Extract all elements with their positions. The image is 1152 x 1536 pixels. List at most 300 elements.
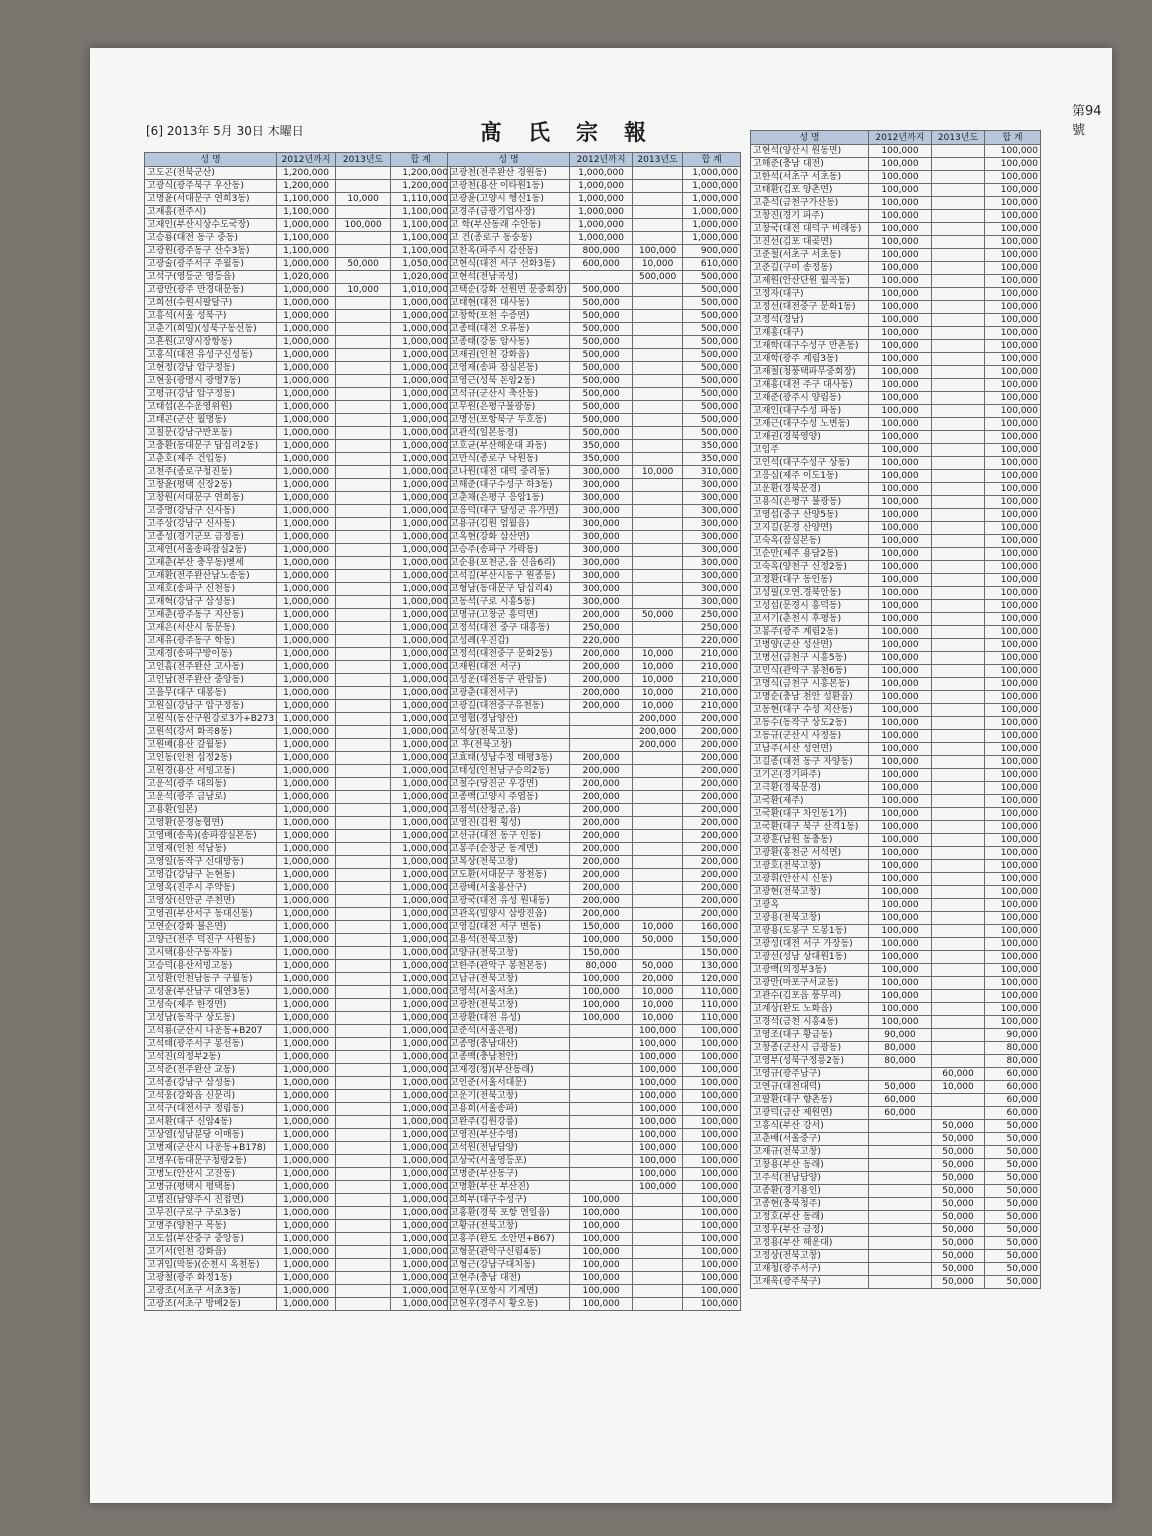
donor-name-cell: 고현우(포항시 기계면): [448, 1285, 570, 1298]
donor-name-cell: 고종백(고양시 주엽동): [448, 791, 570, 804]
amount-2012-cell: 1,000,000: [277, 1038, 336, 1051]
table-row: [145, 804, 451, 817]
amount-2013-cell: [336, 1181, 391, 1194]
donor-name-cell: 고국환(제주): [751, 795, 869, 808]
amount-2012-cell: 50,000: [869, 1081, 932, 1094]
donor-name-cell: 고영섭(중구 산양5동): [751, 509, 869, 522]
amount-2012-cell: [570, 1090, 633, 1103]
total-cell: 100,000: [985, 353, 1041, 366]
amount-2013-cell: [932, 457, 985, 470]
amount-2012-cell: 1,000,000: [277, 1142, 336, 1155]
amount-2012-cell: 100,000: [869, 860, 932, 873]
donor-name-cell: 고승주(송파구 가락동): [448, 544, 570, 557]
table-row: [448, 1181, 741, 1194]
amount-2012-cell: 100,000: [869, 561, 932, 574]
amount-2012-cell: 100,000: [869, 509, 932, 522]
donor-name-cell: 고영협(경남양산): [448, 713, 570, 726]
amount-2013-cell: [932, 249, 985, 262]
donor-name-cell: 고영진(부산수영): [448, 1129, 570, 1142]
table-row: [145, 1142, 451, 1155]
donor-name-cell: 고태환(김포 양촌면): [751, 184, 869, 197]
newspaper-title: 髙氏宗報: [480, 120, 673, 146]
table-row: [751, 899, 1041, 912]
donor-name-cell: 고재경(청)(부산동래): [448, 1064, 570, 1077]
donor-name-cell: 고 학(부산동래 수안동): [448, 219, 570, 232]
amount-2013-cell: [633, 492, 683, 505]
total-cell: 100,000: [985, 847, 1041, 860]
amount-2013-cell: 50,000: [336, 258, 391, 271]
donor-name-cell: 고성숙(제주 한경면): [145, 999, 277, 1012]
donor-name-cell: 고광술(광주서구 주월동): [145, 258, 277, 271]
total-cell: 300,000: [683, 596, 741, 609]
total-cell: 100,000: [985, 197, 1041, 210]
amount-2013-cell: [932, 379, 985, 392]
total-cell: 1,000,000: [683, 219, 741, 232]
amount-2013-cell: [336, 570, 391, 583]
donor-name-cell: 고준철(서초구 서초동): [751, 249, 869, 262]
amount-2012-cell: 100,000: [869, 834, 932, 847]
amount-2013-cell: 10,000: [633, 258, 683, 271]
amount-2013-cell: [336, 297, 391, 310]
donor-name-cell: 고준길(구미 송정동): [751, 262, 869, 275]
total-cell: 200,000: [683, 856, 741, 869]
amount-2012-cell: 100,000: [869, 613, 932, 626]
total-cell: 100,000: [683, 1116, 741, 1129]
amount-2013-cell: [633, 167, 683, 180]
amount-2012-cell: 500,000: [570, 349, 633, 362]
table-row: [448, 648, 741, 661]
table-row: [751, 665, 1041, 678]
amount-2013-cell: [932, 990, 985, 1003]
amount-2013-cell: [633, 297, 683, 310]
donor-name-cell: 고점석(산청군,읍): [448, 804, 570, 817]
total-cell: 150,000: [683, 934, 741, 947]
amount-2013-cell: [336, 466, 391, 479]
table-row: [145, 1298, 451, 1311]
amount-2012-cell: 100,000: [869, 1016, 932, 1029]
total-cell: 1,000,000: [391, 1103, 451, 1116]
table-row: [448, 882, 741, 895]
total-cell: 100,000: [985, 340, 1041, 353]
donor-name-cell: 고병규(평택시 평택동): [145, 1181, 277, 1194]
total-cell: 150,000: [683, 947, 741, 960]
donor-name-cell: 고명윤(서대문구 연희3동): [145, 193, 277, 206]
donor-name-cell: 고동석(구로 시흥5동): [448, 596, 570, 609]
amount-2012-cell: 1,000,000: [277, 1168, 336, 1181]
amount-2012-cell: 1,000,000: [277, 1155, 336, 1168]
table-row: [145, 466, 451, 479]
amount-2012-cell: 1,000,000: [277, 557, 336, 570]
total-cell: 1,000,000: [391, 1207, 451, 1220]
total-cell: 100,000: [985, 223, 1041, 236]
table-row: [448, 674, 741, 687]
donor-name-cell: 고정상(전북고창): [751, 1250, 869, 1263]
donor-name-cell: 고영길(대전 서구 변동): [448, 921, 570, 934]
header-2013: 2013년도: [932, 131, 985, 145]
table-row: [448, 1051, 741, 1064]
table-row: [751, 171, 1041, 184]
table-row: [448, 1064, 741, 1077]
amount-2013-cell: 100,000: [633, 1077, 683, 1090]
amount-2013-cell: [932, 587, 985, 600]
table-row: [448, 557, 741, 570]
total-cell: 500,000: [683, 427, 741, 440]
total-cell: 100,000: [985, 262, 1041, 275]
total-cell: 100,000: [683, 1155, 741, 1168]
amount-2012-cell: 1,000,000: [277, 700, 336, 713]
amount-2012-cell: [869, 1146, 932, 1159]
amount-2013-cell: 100,000: [633, 1142, 683, 1155]
amount-2013-cell: [633, 414, 683, 427]
total-cell: 100,000: [985, 509, 1041, 522]
issue-number: 第94號: [1072, 104, 1102, 138]
amount-2013-cell: [336, 531, 391, 544]
table-row: [751, 613, 1041, 626]
total-cell: 100,000: [985, 1003, 1041, 1016]
amount-2013-cell: [932, 509, 985, 522]
table-row: [751, 392, 1041, 405]
amount-2012-cell: 100,000: [869, 340, 932, 353]
amount-2013-cell: [633, 583, 683, 596]
total-cell: 900,000: [683, 245, 741, 258]
donor-name-cell: 고인석(대구수성구 상동): [751, 457, 869, 470]
table-row: [448, 804, 741, 817]
total-cell: 1,000,000: [391, 362, 451, 375]
amount-2013-cell: [336, 518, 391, 531]
total-cell: 1,000,000: [391, 323, 451, 336]
total-cell: 100,000: [985, 743, 1041, 756]
amount-2012-cell: 1,000,000: [277, 1090, 336, 1103]
donor-name-cell: 고광윤(고양시 행신1동): [448, 193, 570, 206]
donor-name-cell: 고희선(수원시팔달구): [145, 297, 277, 310]
donor-name-cell: 고민식(관악구 봉천6동): [751, 665, 869, 678]
amount-2013-cell: [336, 1168, 391, 1181]
total-cell: 500,000: [683, 336, 741, 349]
amount-2013-cell: 20,000: [633, 973, 683, 986]
table-row: [751, 1081, 1041, 1094]
total-cell: 1,000,000: [391, 505, 451, 518]
amount-2012-cell: 350,000: [570, 440, 633, 453]
total-cell: 1,000,000: [391, 1298, 451, 1311]
amount-2012-cell: 100,000: [869, 600, 932, 613]
amount-2013-cell: 100,000: [633, 1064, 683, 1077]
table-row: [751, 1055, 1041, 1068]
table-row: [751, 275, 1041, 288]
donor-name-cell: 고재권(경북영양): [751, 431, 869, 444]
total-cell: 1,010,000: [391, 284, 451, 297]
amount-2013-cell: [336, 310, 391, 323]
donor-name-cell: 고재환(전주완산남노송동): [145, 570, 277, 583]
amount-2012-cell: 100,000: [869, 392, 932, 405]
total-cell: 1,000,000: [391, 1077, 451, 1090]
total-cell: 50,000: [985, 1120, 1041, 1133]
donor-name-cell: 고춘기(희밀)(성북구동선동): [145, 323, 277, 336]
amount-2012-cell: 1,000,000: [277, 791, 336, 804]
amount-2013-cell: [336, 453, 391, 466]
donor-name-cell: 고광선(성남 상대원1동): [751, 951, 869, 964]
amount-2012-cell: 100,000: [869, 587, 932, 600]
amount-2012-cell: 1,000,000: [277, 1259, 336, 1272]
amount-2012-cell: [570, 1168, 633, 1181]
donor-name-cell: 고광성(대전 서구 가장동): [751, 938, 869, 951]
amount-2013-cell: [932, 444, 985, 457]
amount-2013-cell: [932, 470, 985, 483]
donor-name-cell: 고석태(광주서구 봉선동): [145, 1038, 277, 1051]
amount-2012-cell: 100,000: [869, 951, 932, 964]
donor-name-cell: 고태곤(군산 월명동): [145, 414, 277, 427]
table-row: [448, 258, 741, 271]
donor-name-cell: 고재규(전북고창): [751, 1146, 869, 1159]
amount-2013-cell: 10,000: [336, 193, 391, 206]
donor-name-cell: 고영배(송욱)(송파잠실본동): [145, 830, 277, 843]
amount-2012-cell: 100,000: [869, 626, 932, 639]
table-row: [448, 609, 741, 622]
amount-2012-cell: 1,000,000: [277, 596, 336, 609]
amount-2013-cell: 10,000: [633, 986, 683, 999]
amount-2013-cell: [932, 782, 985, 795]
donor-name-cell: 고경주(금광기업사장): [448, 206, 570, 219]
amount-2013-cell: [633, 557, 683, 570]
amount-2013-cell: [932, 886, 985, 899]
table-row: [751, 236, 1041, 249]
total-cell: 1,110,000: [391, 193, 451, 206]
total-cell: 1,000,000: [391, 765, 451, 778]
amount-2013-cell: 200,000: [633, 739, 683, 752]
table-row: [751, 1068, 1041, 1081]
table-row: [751, 704, 1041, 717]
total-cell: 100,000: [985, 275, 1041, 288]
amount-2013-cell: [336, 1103, 391, 1116]
amount-2012-cell: [869, 1237, 932, 1250]
amount-2013-cell: [633, 388, 683, 401]
amount-2012-cell: 500,000: [570, 297, 633, 310]
donor-name-cell: 고성남(동작구 상도동): [145, 1012, 277, 1025]
amount-2013-cell: [932, 301, 985, 314]
donor-name-cell: 고서환(대구 신암4동): [145, 1116, 277, 1129]
table-row: [145, 1233, 451, 1246]
donor-name-cell: 고명환(부산 부산진): [448, 1181, 570, 1194]
total-cell: 1,000,000: [391, 1272, 451, 1285]
donor-name-cell: 고기곤(경기파주): [751, 769, 869, 782]
amount-2013-cell: [336, 999, 391, 1012]
donor-name-cell: 고양규(전북고창): [448, 947, 570, 960]
donor-name-cell: 고 후(전북고창): [448, 739, 570, 752]
total-cell: 100,000: [985, 171, 1041, 184]
table-row: [751, 496, 1041, 509]
donor-name-cell: 고원식(동산구원강로3가+B273: [145, 713, 277, 726]
amount-2013-cell: [633, 622, 683, 635]
total-cell: 100,000: [985, 431, 1041, 444]
table-row: [145, 791, 451, 804]
amount-2012-cell: 60,000: [869, 1107, 932, 1120]
table-row: [145, 661, 451, 674]
total-cell: 100,000: [985, 665, 1041, 678]
table-row: [751, 1146, 1041, 1159]
total-cell: 1,000,000: [391, 1259, 451, 1272]
donor-name-cell: 고병우(동대문구청량2동): [145, 1155, 277, 1168]
table-row: [145, 1038, 451, 1051]
table-row: [751, 990, 1041, 1003]
amount-2013-cell: 100,000: [633, 245, 683, 258]
amount-2013-cell: [633, 830, 683, 843]
amount-2013-cell: [932, 418, 985, 431]
donor-name-cell: 고납규(전북고창): [448, 973, 570, 986]
table-row: [448, 713, 741, 726]
table-row: [751, 1263, 1041, 1276]
amount-2013-cell: [932, 548, 985, 561]
amount-2012-cell: [869, 1276, 932, 1289]
donor-name-cell: 고광호(전북고창): [751, 860, 869, 873]
table-row: [145, 284, 451, 297]
donor-name-cell: 고종명(충남대산): [448, 1038, 570, 1051]
amount-2012-cell: 350,000: [570, 453, 633, 466]
amount-2012-cell: 1,200,000: [277, 167, 336, 180]
amount-2013-cell: 10,000: [336, 284, 391, 297]
amount-2013-cell: [633, 544, 683, 557]
total-cell: 100,000: [985, 210, 1041, 223]
table-row: [448, 1155, 741, 1168]
table-row: [448, 934, 741, 947]
table-row: [145, 947, 451, 960]
total-cell: 60,000: [985, 1081, 1041, 1094]
amount-2012-cell: 1,000,000: [570, 232, 633, 245]
amount-2013-cell: [336, 648, 391, 661]
donor-name-cell: 고태성(인천남구승의2동): [448, 765, 570, 778]
amount-2012-cell: 100,000: [869, 795, 932, 808]
table-row: [751, 249, 1041, 262]
amount-2012-cell: 200,000: [570, 674, 633, 687]
amount-2012-cell: 1,000,000: [277, 726, 336, 739]
total-cell: 100,000: [985, 899, 1041, 912]
table-row: [751, 301, 1041, 314]
table-row: [145, 1103, 451, 1116]
total-cell: 500,000: [683, 323, 741, 336]
total-cell: 300,000: [683, 518, 741, 531]
amount-2013-cell: [633, 362, 683, 375]
total-cell: 200,000: [683, 882, 741, 895]
total-cell: 100,000: [985, 483, 1041, 496]
table-row: [751, 587, 1041, 600]
table-row: [145, 518, 451, 531]
table-row: [751, 769, 1041, 782]
donor-name-cell: 고시택(용산구동자동): [145, 947, 277, 960]
amount-2012-cell: 1,000,000: [277, 895, 336, 908]
donor-name-cell: 고국환(대구 차인동1가): [751, 808, 869, 821]
table-row: [751, 418, 1041, 431]
amount-2013-cell: 50,000: [633, 960, 683, 973]
amount-2013-cell: [336, 830, 391, 843]
table-row: [448, 596, 741, 609]
table-row: [448, 687, 741, 700]
donor-name-cell: 고봉주(광주 계림2동): [751, 626, 869, 639]
donor-name-cell: 고광휘(안산시 신동): [751, 873, 869, 886]
table-row: [751, 795, 1041, 808]
donor-name-cell: 고정자(대구): [751, 288, 869, 301]
total-cell: 1,000,000: [391, 1038, 451, 1051]
amount-2013-cell: [932, 366, 985, 379]
table-row: [448, 206, 741, 219]
amount-2012-cell: 100,000: [869, 223, 932, 236]
donor-name-cell: 고창종(군산시 금광동): [751, 1042, 869, 1055]
table-row: [448, 310, 741, 323]
table-row: [448, 843, 741, 856]
amount-2013-cell: [633, 908, 683, 921]
donor-name-cell: 고석길(부산시동구 원종동): [448, 570, 570, 583]
total-cell: 500,000: [683, 349, 741, 362]
donor-name-cell: 고광식(광주북구 우산동): [145, 180, 277, 193]
table-row: [751, 1172, 1041, 1185]
donor-name-cell: 고연순(강화 불은면): [145, 921, 277, 934]
table-row: [751, 808, 1041, 821]
table-row: [145, 1025, 451, 1038]
table-row: [145, 700, 451, 713]
table-row: [448, 570, 741, 583]
amount-2013-cell: 50,000: [932, 1224, 985, 1237]
amount-2013-cell: 50,000: [932, 1159, 985, 1172]
table-row: [145, 570, 451, 583]
amount-2013-cell: [932, 405, 985, 418]
donor-name-cell: 고재춘(부산 충무동)벧세: [145, 557, 277, 570]
table-row: [145, 1259, 451, 1272]
amount-2013-cell: 50,000: [932, 1120, 985, 1133]
amount-2012-cell: 1,000,000: [277, 882, 336, 895]
donor-name-cell: 고홍환(경북 포항 연일읍): [448, 1207, 570, 1220]
table-row: [448, 895, 741, 908]
total-cell: 350,000: [683, 440, 741, 453]
amount-2012-cell: 100,000: [869, 990, 932, 1003]
donor-name-cell: 고흥식(부산 강서): [751, 1120, 869, 1133]
total-cell: 100,000: [985, 938, 1041, 951]
amount-2013-cell: [932, 431, 985, 444]
total-cell: 1,000,000: [683, 167, 741, 180]
table-row: [145, 310, 451, 323]
total-cell: 1,000,000: [391, 1025, 451, 1038]
amount-2013-cell: [633, 765, 683, 778]
amount-2013-cell: [336, 1194, 391, 1207]
amount-2012-cell: 1,000,000: [277, 830, 336, 843]
table-row: [751, 1133, 1041, 1146]
donor-name-cell: 고병양(군산 성산면): [751, 639, 869, 652]
total-cell: 100,000: [985, 587, 1041, 600]
amount-2012-cell: 100,000: [570, 1246, 633, 1259]
amount-2012-cell: 1,000,000: [277, 973, 336, 986]
table-row: [751, 366, 1041, 379]
total-cell: 100,000: [683, 1038, 741, 1051]
table-row: [448, 180, 741, 193]
amount-2013-cell: [932, 158, 985, 171]
total-cell: 100,000: [985, 678, 1041, 691]
amount-2013-cell: [932, 730, 985, 743]
amount-2012-cell: 300,000: [570, 466, 633, 479]
total-cell: 100,000: [985, 717, 1041, 730]
amount-2013-cell: [336, 791, 391, 804]
donor-name-cell: 고양근(전주 덕진구 사원동): [145, 934, 277, 947]
amount-2012-cell: 1,000,000: [570, 206, 633, 219]
total-cell: 50,000: [985, 1237, 1041, 1250]
total-cell: 1,000,000: [391, 817, 451, 830]
amount-2012-cell: 200,000: [570, 791, 633, 804]
total-cell: 1,000,000: [391, 830, 451, 843]
donor-name-cell: 고관석(일본동경): [448, 427, 570, 440]
table-row: [145, 206, 451, 219]
table-row: [751, 1016, 1041, 1029]
donor-name-cell: 고운환(경북문경): [751, 483, 869, 496]
total-cell: 100,000: [985, 444, 1041, 457]
amount-2013-cell: [633, 1272, 683, 1285]
donor-name-cell: 고흥석(서울 성북구): [145, 310, 277, 323]
amount-2013-cell: [932, 262, 985, 275]
table-row: [751, 756, 1041, 769]
